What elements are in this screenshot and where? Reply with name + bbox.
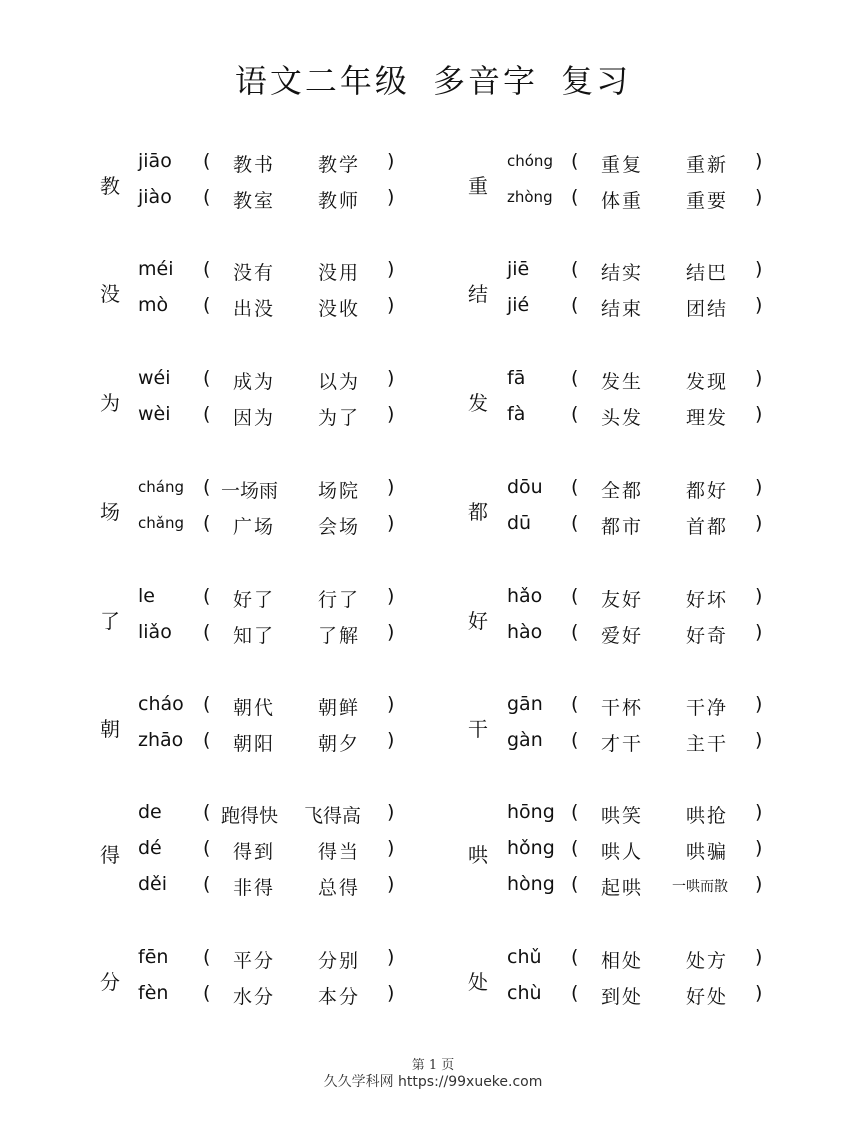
pinyin: fā [507,367,526,389]
open-paren: ( [203,693,211,715]
entry-block [468,367,798,439]
open-paren: ( [571,367,579,389]
pinyin: le [138,585,155,607]
example-word: 重新 [686,154,729,176]
pinyin: chǎng [138,514,184,532]
example-word: 理发 [686,407,729,429]
example-word: 团结 [686,298,729,320]
close-paren: ) [387,367,395,389]
pinyin: mò [138,294,169,316]
reading-row [468,367,798,397]
open-paren: ( [203,512,211,534]
entry-block [468,946,798,1018]
example-word: 朝夕 [318,733,361,755]
close-paren: ) [755,367,763,389]
example-word: 哄骗 [686,841,729,863]
open-paren: ( [571,258,579,280]
page-title: 语文二年级 多音字 复习 [234,62,632,100]
open-paren: ( [571,873,579,895]
example-word: 主干 [686,733,729,755]
example-word: 本分 [318,986,361,1008]
reading-row [468,801,798,831]
example-word: 体重 [601,190,644,212]
head-character: 结 [468,282,488,306]
example-word: 发现 [686,371,729,393]
entry-block [100,476,430,548]
pinyin: hào [507,621,543,643]
close-paren: ) [387,150,395,172]
pinyin: wéi [138,367,171,389]
example-word: 教学 [318,154,361,176]
head-character: 没 [100,282,120,306]
pinyin: hǒng [507,837,555,859]
entry-block [100,258,430,330]
reading-row [468,186,798,216]
open-paren: ( [203,801,211,823]
example-word: 以为 [318,371,361,393]
reading-row [100,512,430,542]
close-paren: ) [387,946,395,968]
example-word: 相处 [601,950,644,972]
reading-row [100,801,430,831]
example-word: 哄抢 [686,805,729,827]
close-paren: ) [755,585,763,607]
reading-row [100,403,430,433]
pinyin: hǎo [507,585,543,607]
reading-row [100,258,430,288]
example-word: 分别 [318,950,361,972]
example-word: 重复 [601,154,644,176]
example-word: 知了 [233,625,276,647]
reading-row [468,837,798,867]
example-word: 朝鲜 [318,697,361,719]
close-paren: ) [755,621,763,643]
example-word: 好了 [233,589,276,611]
open-paren: ( [571,585,579,607]
example-word: 成为 [233,371,276,393]
reading-row [468,946,798,976]
example-word: 飞得高 [304,805,362,827]
page-number: 第 1 页 [411,1058,455,1073]
open-paren: ( [203,982,211,1004]
open-paren: ( [571,403,579,425]
head-character: 干 [468,717,488,741]
open-paren: ( [203,873,211,895]
reading-row [100,476,430,506]
reading-row [100,873,430,903]
pinyin: jié [507,294,530,316]
entry-block [468,476,798,548]
close-paren: ) [755,403,763,425]
close-paren: ) [387,476,395,498]
open-paren: ( [571,837,579,859]
open-paren: ( [203,258,211,280]
open-paren: ( [203,403,211,425]
open-paren: ( [571,729,579,751]
pinyin: chǔ [507,946,542,968]
close-paren: ) [755,801,763,823]
example-word: 结巴 [686,262,729,284]
reading-row [100,729,430,759]
example-word: 处方 [686,950,729,972]
entry-block [468,585,798,657]
close-paren: ) [755,258,763,280]
open-paren: ( [203,946,211,968]
example-word: 好坏 [686,589,729,611]
reading-row [100,621,430,651]
reading-row [100,946,430,976]
open-paren: ( [203,294,211,316]
head-character: 为 [100,391,120,415]
entry-block [100,585,430,657]
example-word: 结实 [601,262,644,284]
open-paren: ( [203,150,211,172]
example-word: 好奇 [686,625,729,647]
reading-row [468,258,798,288]
reading-row [100,693,430,723]
close-paren: ) [755,294,763,316]
example-word: 没收 [318,298,361,320]
close-paren: ) [755,946,763,968]
entry-block [100,801,430,909]
head-character: 好 [468,609,488,633]
example-word: 哄人 [601,841,644,863]
example-word: 好处 [686,986,729,1008]
open-paren: ( [203,837,211,859]
open-paren: ( [571,476,579,498]
example-word: 起哄 [601,877,644,899]
example-word: 都好 [686,480,729,502]
close-paren: ) [387,186,395,208]
open-paren: ( [203,585,211,607]
open-paren: ( [571,186,579,208]
pinyin: hōng [507,801,555,823]
reading-row [100,837,430,867]
open-paren: ( [203,729,211,751]
example-word: 爱好 [601,625,644,647]
example-word: 教书 [233,154,276,176]
close-paren: ) [387,403,395,425]
pinyin: gān [507,693,543,715]
close-paren: ) [387,801,395,823]
close-paren: ) [755,837,763,859]
pinyin: de [138,801,162,823]
head-character: 重 [468,174,488,198]
reading-row [468,150,798,180]
example-word: 干净 [686,697,729,719]
pinyin: méi [138,258,174,280]
close-paren: ) [387,512,395,534]
entry-block [468,801,798,909]
close-paren: ) [387,294,395,316]
example-word: 非得 [233,877,276,899]
close-paren: ) [387,693,395,715]
example-word: 一哄而散 [672,879,728,895]
pinyin: fèn [138,982,169,1004]
open-paren: ( [571,294,579,316]
example-word: 干杯 [601,697,644,719]
close-paren: ) [387,729,395,751]
reading-row [100,150,430,180]
head-character: 都 [468,500,488,524]
example-word: 头发 [601,407,644,429]
pinyin: cháo [138,693,184,715]
open-paren: ( [203,621,211,643]
example-word: 发生 [601,371,644,393]
example-word: 为了 [318,407,361,429]
close-paren: ) [387,585,395,607]
example-word: 重要 [686,190,729,212]
example-word: 教室 [233,190,276,212]
head-character: 场 [100,500,120,524]
pinyin: fēn [138,946,169,968]
example-word: 行了 [318,589,361,611]
example-word: 广场 [233,516,276,538]
head-character: 哄 [468,843,488,867]
reading-row [100,186,430,216]
reading-row [468,621,798,651]
close-paren: ) [755,476,763,498]
reading-row [468,294,798,324]
close-paren: ) [755,982,763,1004]
open-paren: ( [571,946,579,968]
example-word: 结束 [601,298,644,320]
reading-row [100,294,430,324]
pinyin: jiāo [138,150,172,172]
head-character: 处 [468,970,488,994]
reading-row [100,585,430,615]
pinyin: wèi [138,403,171,425]
reading-row [468,512,798,542]
close-paren: ) [755,729,763,751]
open-paren: ( [203,367,211,389]
pinyin: cháng [138,478,184,496]
example-word: 哄笑 [601,805,644,827]
open-paren: ( [571,512,579,534]
pinyin: jiē [507,258,530,280]
open-paren: ( [571,693,579,715]
example-word: 没有 [233,262,276,284]
pinyin: fà [507,403,526,425]
open-paren: ( [203,186,211,208]
open-paren: ( [571,982,579,1004]
entry-block [100,693,430,765]
pinyin: dé [138,837,162,859]
close-paren: ) [755,186,763,208]
pinyin: chù [507,982,542,1004]
entry-block [100,367,430,439]
close-paren: ) [755,512,763,534]
entry-block [468,693,798,765]
pinyin: jiào [138,186,172,208]
head-character: 朝 [100,717,120,741]
entry-block [468,258,798,330]
close-paren: ) [755,150,763,172]
example-word: 到处 [601,986,644,1008]
close-paren: ) [755,873,763,895]
example-word: 了解 [318,625,361,647]
head-character: 发 [468,391,488,415]
example-word: 平分 [233,950,276,972]
example-word: 全都 [601,480,644,502]
example-word: 场院 [318,480,361,502]
open-paren: ( [571,621,579,643]
reading-row [468,585,798,615]
entry-block [468,150,798,222]
example-word: 教师 [318,190,361,212]
example-word: 都市 [601,516,644,538]
reading-row [468,476,798,506]
example-word: 总得 [318,877,361,899]
example-word: 才干 [601,733,644,755]
pinyin: děi [138,873,168,895]
reading-row [468,729,798,759]
site-watermark: 久久学科网 https://99xueke.com [323,1074,543,1090]
pinyin: liǎo [138,621,172,643]
example-word: 没用 [318,262,361,284]
entry-block [100,946,430,1018]
example-word: 一场雨 [221,480,279,502]
close-paren: ) [387,258,395,280]
reading-row [468,982,798,1012]
entry-block [100,150,430,222]
pinyin: hòng [507,873,555,895]
pinyin: dōu [507,476,543,498]
open-paren: ( [203,476,211,498]
reading-row [468,873,798,903]
close-paren: ) [755,693,763,715]
example-word: 出没 [233,298,276,320]
close-paren: ) [387,982,395,1004]
close-paren: ) [387,621,395,643]
pinyin: chóng [507,152,553,170]
reading-row [468,403,798,433]
example-word: 跑得快 [221,805,279,827]
pinyin: gàn [507,729,543,751]
example-word: 朝代 [233,697,276,719]
reading-row [100,982,430,1012]
head-character: 教 [100,174,120,198]
pinyin: zhòng [507,188,553,206]
reading-row [100,367,430,397]
example-word: 会场 [318,516,361,538]
example-word: 首都 [686,516,729,538]
close-paren: ) [387,837,395,859]
head-character: 分 [100,970,120,994]
head-character: 了 [100,609,120,633]
pinyin: dū [507,512,532,534]
head-character: 得 [100,843,120,867]
pinyin: zhāo [138,729,184,751]
open-paren: ( [571,150,579,172]
example-word: 水分 [233,986,276,1008]
example-word: 得当 [318,841,361,863]
example-word: 友好 [601,589,644,611]
example-word: 因为 [233,407,276,429]
example-word: 得到 [233,841,276,863]
close-paren: ) [387,873,395,895]
reading-row [468,693,798,723]
open-paren: ( [571,801,579,823]
example-word: 朝阳 [233,733,276,755]
